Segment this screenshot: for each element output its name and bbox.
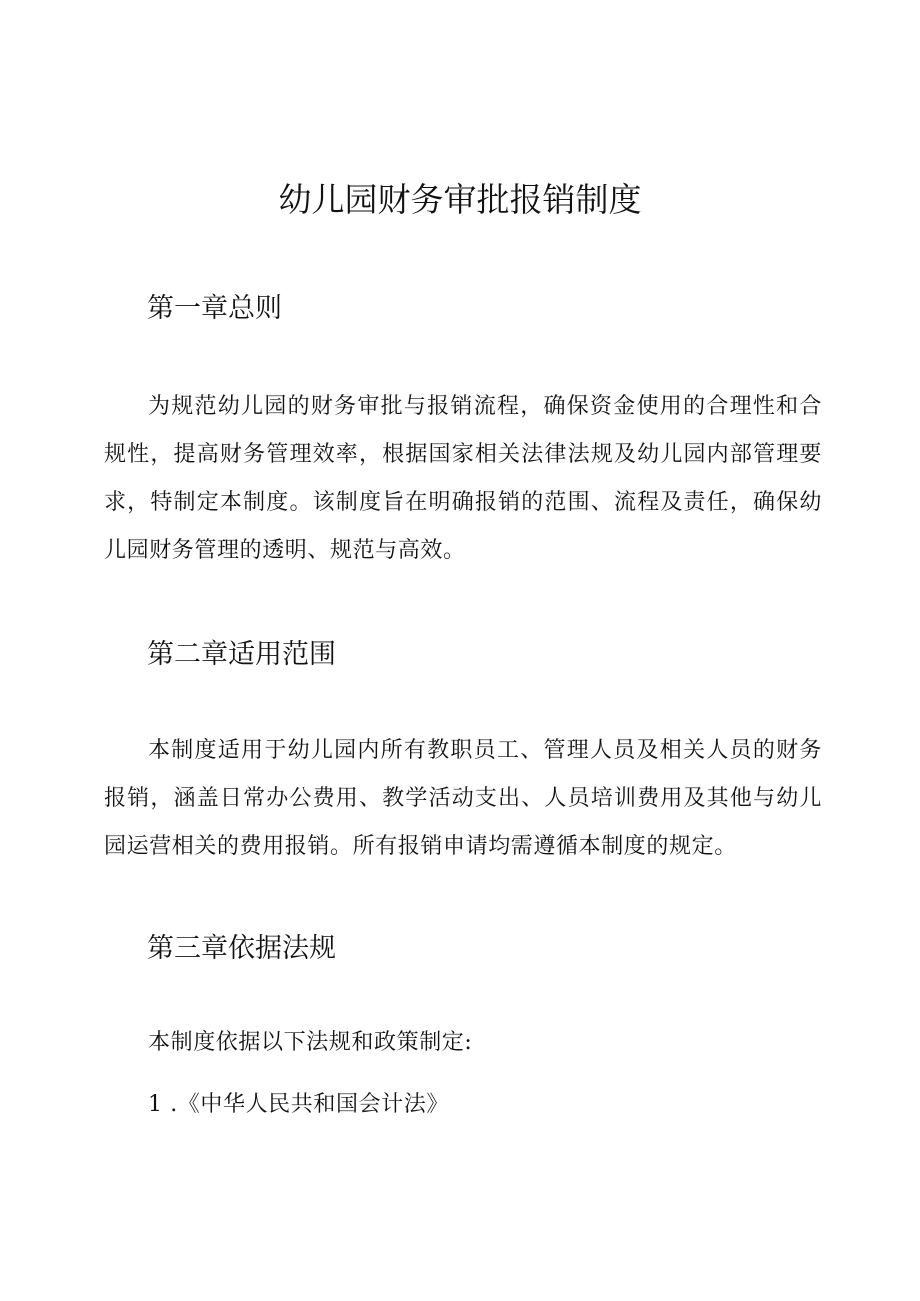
chapter-2-paragraph: 本制度适用于幼儿园内所有教职员工、管理人员及相关人员的财务报销，涵盖日常办公费用、教学活动支出、人员培训费用及其他与幼儿园运营相关的费用报销。所有报销申请均需遵循本制度的规定。 <box>104 738 822 859</box>
chapter-3-paragraph: 本制度依据以下法规和政策制定: <box>148 1030 473 1055</box>
chapter-1-heading: 第一章总则 <box>147 293 282 324</box>
chapter-3-heading: 第三章依据法规 <box>147 933 336 964</box>
chapter-2-heading: 第二章适用范围 <box>147 639 336 670</box>
chapter-1-paragraph: 为规范幼儿园的财务审批与报销流程，确保资金使用的合理性和合规性，提高财务管理效率，根据国家相关法律法规及幼儿园内部管理要求，特制定本制度。该制度旨在明确报销的范围、流程及责任，确保幼儿园财务管理的透明、规范与高效。 <box>104 394 822 563</box>
document-title: 幼儿园财务审批报销制度 <box>278 180 642 219</box>
law-list-item: 1 .《中华人民共和国会计法》 <box>148 1092 449 1117</box>
